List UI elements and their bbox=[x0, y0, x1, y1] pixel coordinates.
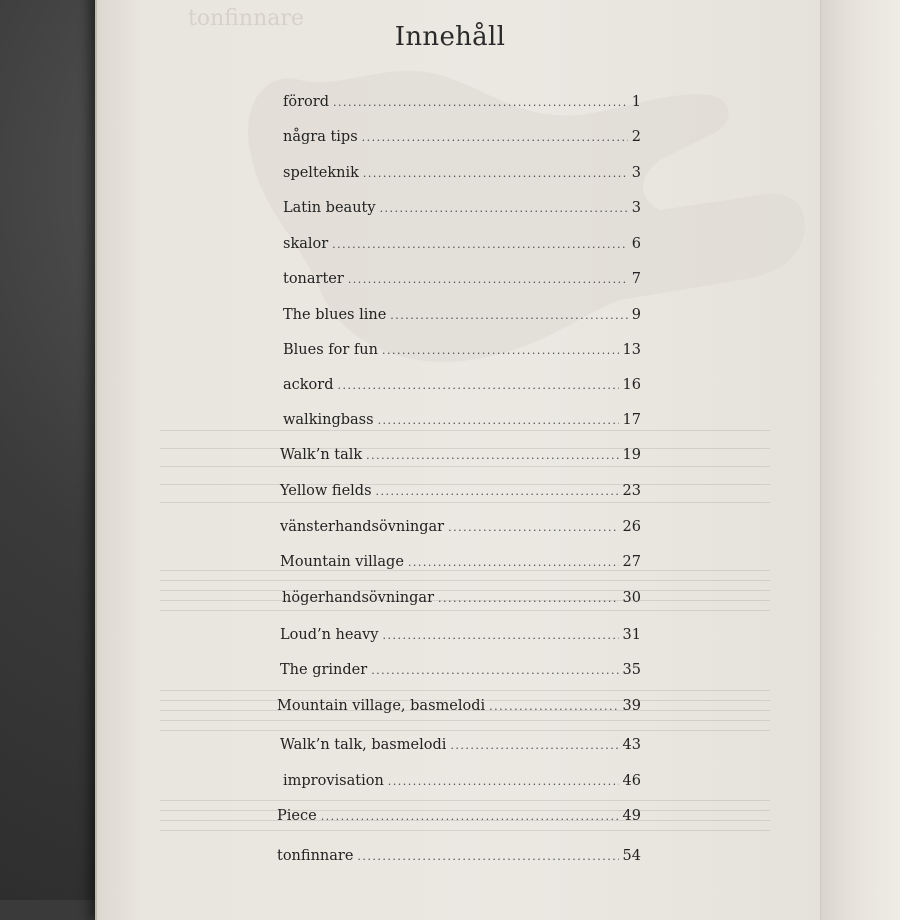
toc-dot-leader bbox=[376, 485, 619, 498]
toc-entry-title: Walk’n talk bbox=[280, 447, 363, 463]
toc-entry-page-number: 7 bbox=[631, 271, 641, 287]
toc-entry bbox=[283, 94, 641, 116]
toc-dot-leader bbox=[438, 592, 619, 605]
toc-entry bbox=[280, 737, 641, 759]
toc-dot-leader bbox=[390, 309, 627, 322]
toc-entry-title: Latin beauty bbox=[283, 200, 376, 216]
toc-dot-leader bbox=[382, 344, 619, 357]
toc-dot-leader bbox=[408, 556, 619, 569]
toc-entry-title: Yellow fields bbox=[280, 483, 372, 499]
toc-dot-leader bbox=[366, 449, 618, 462]
toc-dot-leader bbox=[378, 414, 619, 427]
toc-entry-page-number: 1 bbox=[631, 94, 641, 110]
toc-entry-page-number: 19 bbox=[622, 447, 641, 463]
toc-entry bbox=[277, 848, 641, 870]
toc-entry bbox=[280, 662, 641, 684]
toc-entry-page-number: 31 bbox=[622, 627, 641, 643]
toc-dot-leader bbox=[338, 379, 619, 392]
toc-entry-page-number: 54 bbox=[622, 848, 641, 864]
toc-entry-title: skalor bbox=[283, 236, 329, 252]
toc-entry bbox=[277, 698, 641, 720]
toc-dot-leader bbox=[332, 238, 628, 251]
toc-entry-title: ackord bbox=[283, 377, 334, 393]
toc-dot-leader bbox=[357, 850, 618, 863]
toc-dot-leader bbox=[448, 521, 618, 534]
toc-entry-page-number: 27 bbox=[622, 554, 641, 570]
toc-entry-page-number: 13 bbox=[622, 342, 641, 358]
toc-entry-page-number: 2 bbox=[631, 129, 641, 145]
toc-entry-title: förord bbox=[283, 94, 329, 110]
toc-entry-title: The blues line bbox=[283, 307, 387, 323]
toc-entry-title: spelteknik bbox=[283, 165, 359, 181]
toc-entry-title: högerhandsövningar bbox=[282, 590, 435, 606]
toc-entry-page-number: 16 bbox=[622, 377, 641, 393]
toc-entry-title: improvisation bbox=[283, 773, 384, 789]
toc-entry-title: tonarter bbox=[283, 271, 344, 287]
toc-dot-leader bbox=[321, 810, 619, 823]
toc-entry-page-number: 35 bbox=[622, 662, 641, 678]
toc-entry bbox=[280, 447, 641, 469]
toc-dot-leader bbox=[380, 202, 628, 215]
toc-entry-page-number: 39 bbox=[622, 698, 641, 714]
toc-entry-page-number: 3 bbox=[631, 200, 641, 216]
toc-entry bbox=[283, 307, 641, 329]
toc-entry-title: Mountain village, basmelodi bbox=[277, 698, 486, 714]
toc-dot-leader bbox=[489, 700, 618, 713]
toc-dot-leader bbox=[348, 273, 628, 286]
toc-entry-title: The grinder bbox=[280, 662, 368, 678]
toc-entry-page-number: 30 bbox=[622, 590, 641, 606]
page-title: Innehåll bbox=[394, 22, 506, 52]
toc-dot-leader bbox=[333, 96, 628, 109]
bleed-through-text: tonfinnare bbox=[188, 6, 304, 31]
toc-entry-title: några tips bbox=[283, 129, 358, 145]
toc-entry-page-number: 17 bbox=[622, 412, 641, 428]
toc-entry-title: Piece bbox=[277, 808, 317, 824]
toc-dot-leader bbox=[382, 629, 618, 642]
toc-entry-title: Loud’n heavy bbox=[280, 627, 379, 643]
toc-entry bbox=[283, 271, 641, 293]
toc-entry bbox=[282, 590, 641, 612]
toc-dot-leader bbox=[363, 167, 628, 180]
toc-entry-page-number: 43 bbox=[622, 737, 641, 753]
toc-entry-title: Mountain village bbox=[280, 554, 404, 570]
toc-entry-title: Walk’n talk, basmelodi bbox=[280, 737, 447, 753]
toc-entry-title: vänsterhandsövningar bbox=[280, 519, 445, 535]
toc-entry bbox=[280, 519, 641, 541]
toc-entry-page-number: 6 bbox=[631, 236, 641, 252]
toc-dot-leader bbox=[388, 775, 619, 788]
toc-entry-title: Blues for fun bbox=[283, 342, 378, 358]
toc-entry bbox=[283, 773, 641, 795]
toc-entry-title: walkingbass bbox=[283, 412, 374, 428]
toc-entry bbox=[283, 342, 641, 364]
toc-entry bbox=[283, 377, 641, 399]
toc-entry-page-number: 46 bbox=[622, 773, 641, 789]
toc-dot-leader bbox=[371, 664, 618, 677]
toc-entry bbox=[283, 200, 641, 222]
toc-entry-page-number: 3 bbox=[631, 165, 641, 181]
toc-entry bbox=[283, 129, 641, 151]
toc-entry bbox=[283, 412, 641, 434]
toc-entry-page-number: 49 bbox=[622, 808, 641, 824]
toc-entry bbox=[280, 554, 641, 576]
toc-dot-leader bbox=[362, 131, 628, 144]
toc-entry-title: tonfinnare bbox=[277, 848, 354, 864]
toc-entry bbox=[277, 808, 641, 830]
toc-entry bbox=[280, 627, 641, 649]
toc-dot-leader bbox=[450, 739, 618, 752]
toc-entry-page-number: 9 bbox=[631, 307, 641, 323]
toc-entry bbox=[283, 165, 641, 187]
toc-entry bbox=[283, 236, 641, 258]
toc-entry-page-number: 23 bbox=[622, 483, 641, 499]
toc-entry bbox=[280, 483, 641, 505]
toc-entry-page-number: 26 bbox=[622, 519, 641, 535]
